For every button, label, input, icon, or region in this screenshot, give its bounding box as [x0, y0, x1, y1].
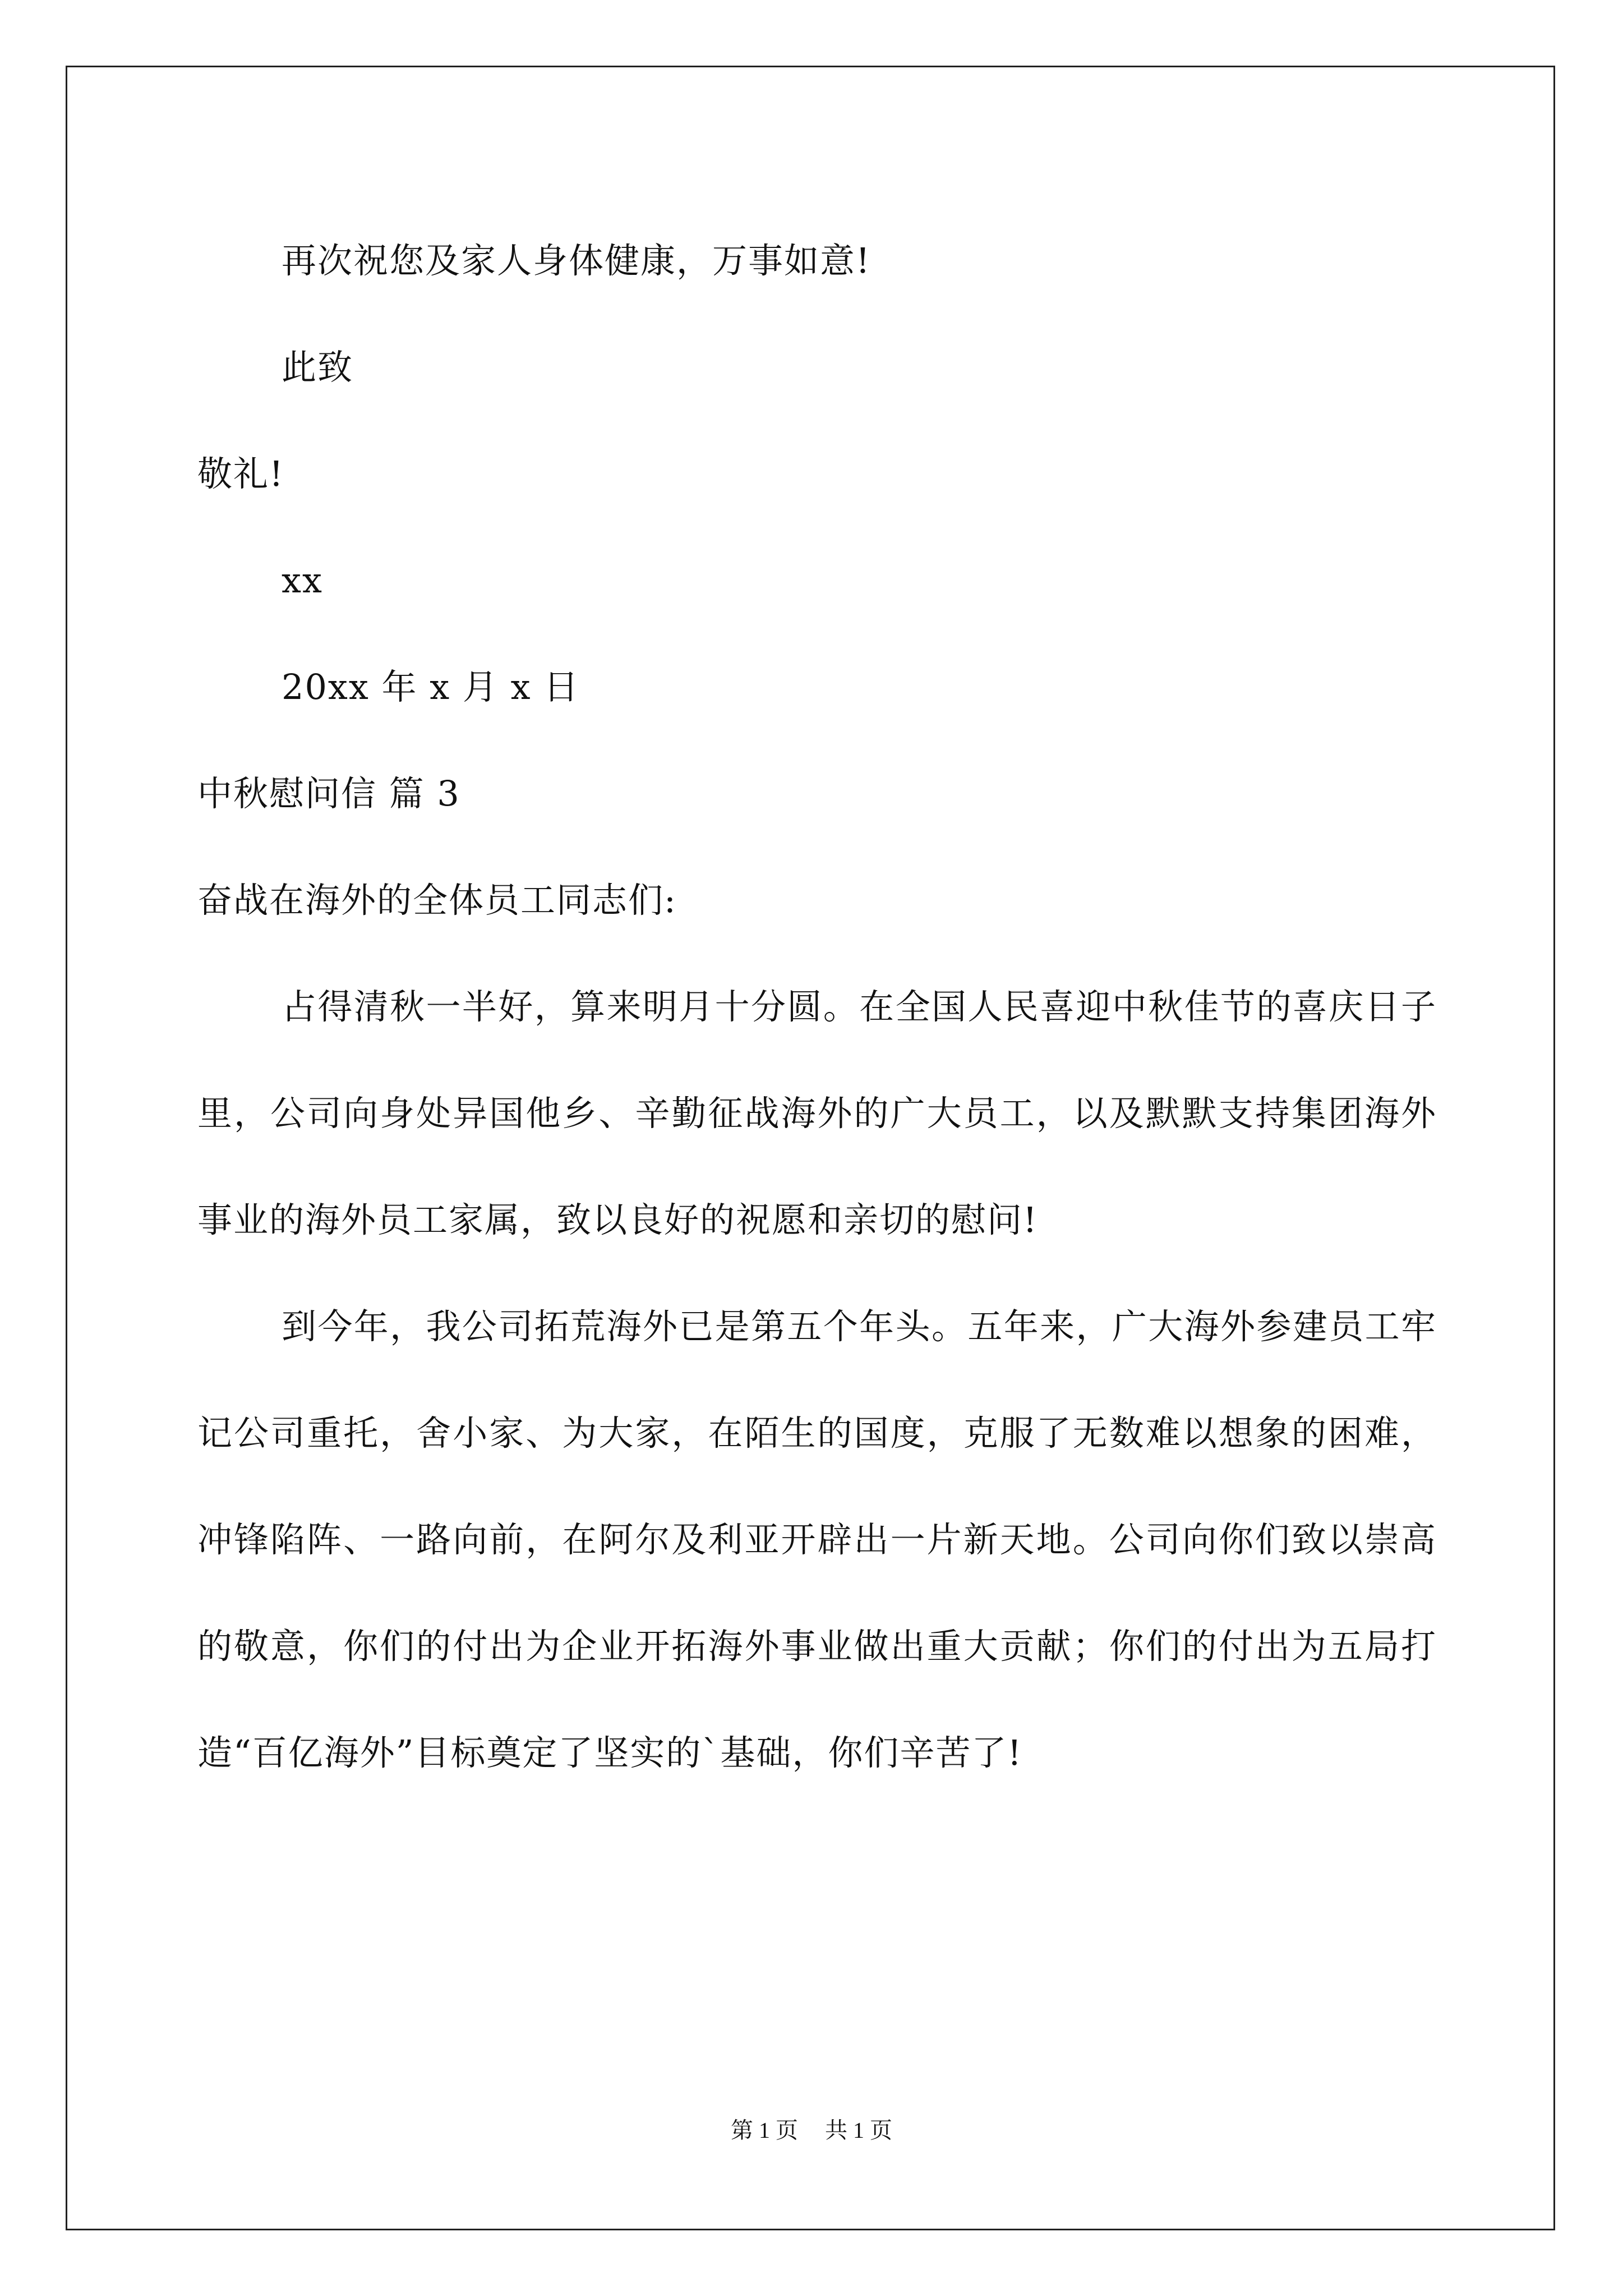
page-total: 共 1 页: [825, 2118, 892, 2143]
closing-wish: 再次祝您及家人身体健康，万事如意!: [282, 240, 871, 281]
salutation-suffix: 敬礼!: [197, 453, 284, 494]
letter-date: 20xx 年 x 月 x 日: [282, 666, 580, 707]
page-footer: [0, 2116, 1623, 2145]
letter-greeting: 奋战在海外的全体员工同志们:: [197, 880, 677, 921]
section-heading: 中秋慰问信 篇 3: [197, 773, 460, 814]
body-paragraph: 到今年，我公司拓荒海外已是第五个年头。五年来，广大海外参建员工牢记公司重托，舍小家、为大家，在陌生的国度，克服了无数难以想象的困难，冲锋陷阵、一路向前，在阿尔及利亚开辟出一片新天地。公司向你们致以崇高的敬意，你们的付出为企业开拓海外事业做出重大贡献；你们的付出为五局打造“百亿海外”目标奠定了坚实的`基础，你们辛苦了!: [197, 1306, 1437, 1773]
salutation-prefix: 此致: [282, 347, 354, 388]
document-body: [197, 208, 1437, 1806]
signature: xx: [282, 560, 323, 601]
body-paragraph: 占得清秋一半好，算来明月十分圆。在全国人民喜迎中秋佳节的喜庆日子里，公司向身处异国他乡、辛勤征战海外的广大员工，以及默默支持集团海外事业的海外员工家属，致以良好的祝愿和亲切的慰问!: [197, 986, 1437, 1240]
page-number: 第 1 页: [731, 2118, 798, 2143]
